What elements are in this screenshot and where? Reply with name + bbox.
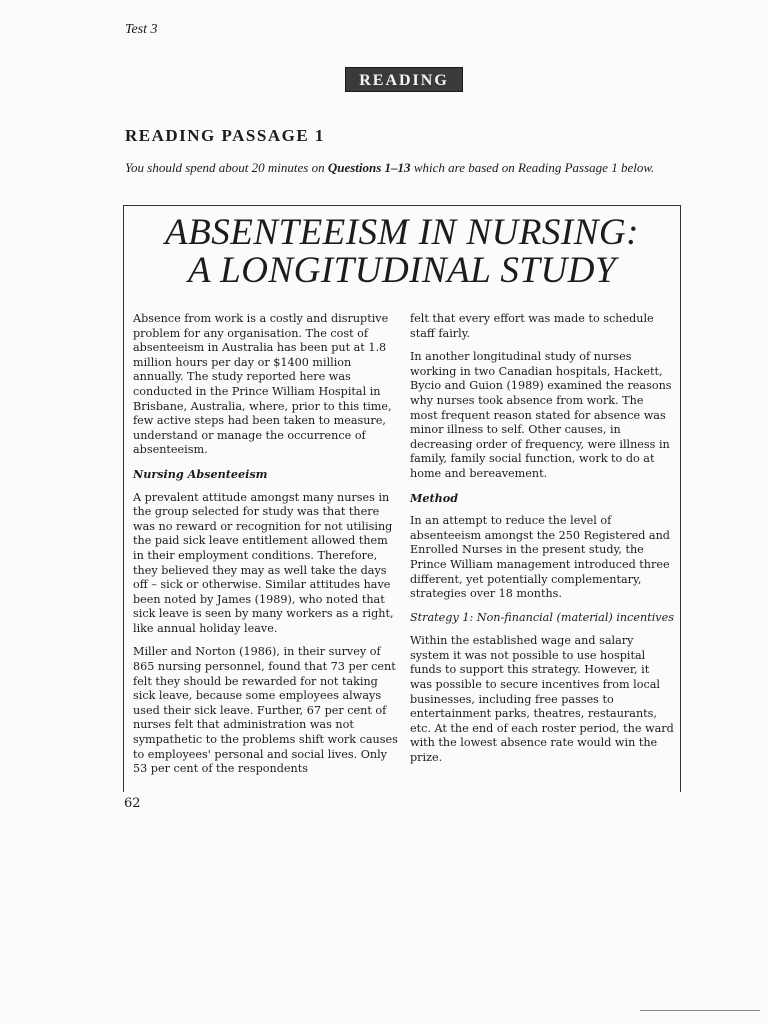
instructions-text-before: You should spend about 20 minutes on xyxy=(125,160,328,175)
method-subheading: Method xyxy=(410,490,459,505)
instructions-questions: Questions 1–13 xyxy=(327,160,411,175)
strategy-1-paragraph: Within the established wage and salary system it was not possible to use hospital funds to support this strategy. However, it was possible to secure incentives from local businesses, including free passes to entertainment parks, theatres, restaurants, etc. At the end of each roster period, the ward with the lowest absence rate would win the prize. xyxy=(410,634,674,765)
section-banner: READING xyxy=(345,67,463,92)
page-number: 62 xyxy=(124,796,141,811)
scan-artifact-line xyxy=(640,1010,760,1011)
miller-norton-paragraph: Miller and Norton (1986), in their survey of 865 nursing personnel, found that 73 per cent felt they should be rewarded for not taking sick leave, because some employees always used their sick leave. Further, 67 per cent of nurses felt that administration was not sympathetic to the problems shift work causes to employees' personal and social lives. Only 53 per cent of the respondents xyxy=(133,645,398,776)
instructions-text-after: which are based on Reading Passage 1 below. xyxy=(410,160,655,175)
article-title-line-2: A LONGITUDINAL STUDY xyxy=(187,250,617,291)
continuation-paragraph: felt that every effort was made to schedule staff fairly. xyxy=(410,312,654,340)
right-column xyxy=(410,312,674,766)
article-title-line-1: ABSENTEEISM IN NURSING: xyxy=(165,212,639,253)
instructions xyxy=(125,160,685,176)
strategy-1-subheading: Strategy 1: Non-financial (material) incentives xyxy=(410,610,674,624)
passage-heading: READING PASSAGE 1 xyxy=(125,126,325,145)
article-box xyxy=(123,205,681,792)
nursing-absenteeism-paragraph: A prevalent attitude amongst many nurses in the group selected for study was that there was no reward or recognition for not utilising the paid sick leave entitlement allowed them in their employment conditions. Therefore, they believed they may as well take the days off – sick or otherwise. Similar attitudes have been noted by James (1989), who noted that sick leave is seen by many workers as a right, like annual holiday leave. xyxy=(133,490,394,635)
nursing-absenteeism-subheading: Nursing Absenteeism xyxy=(133,466,268,481)
article-title xyxy=(124,214,680,290)
left-column xyxy=(133,312,398,777)
method-paragraph: In an attempt to reduce the level of absenteeism amongst the 250 Registered and Enrolled Nurses in the present study, the Prince William management introduced three different, yet potentially complementary, strategies over 18 months. xyxy=(410,514,670,601)
intro-paragraph: Absence from work is a costly and disruptive problem for any organisation. The cost of absenteeism in Australia has been put at 1.8 million hours per day or $1400 million annually. The study reported here was conducted in the Prince William Hospital in Brisbane, Australia, where, prior to this time, few active steps had been taken to measure, understand or manage the occurrence of absenteeism. xyxy=(133,312,392,457)
test-label: Test 3 xyxy=(125,22,158,37)
longitudinal-study-paragraph: In another longitudinal study of nurses working in two Canadian hospitals, Hackett, Bycio and Guion (1989) examined the reasons why nurses took absence from work. The most frequent reason stated for absence was minor illness to self. Other causes, in decreasing order of frequency, were illness in family, family social function, work to do at home and bereavement. xyxy=(410,350,672,480)
